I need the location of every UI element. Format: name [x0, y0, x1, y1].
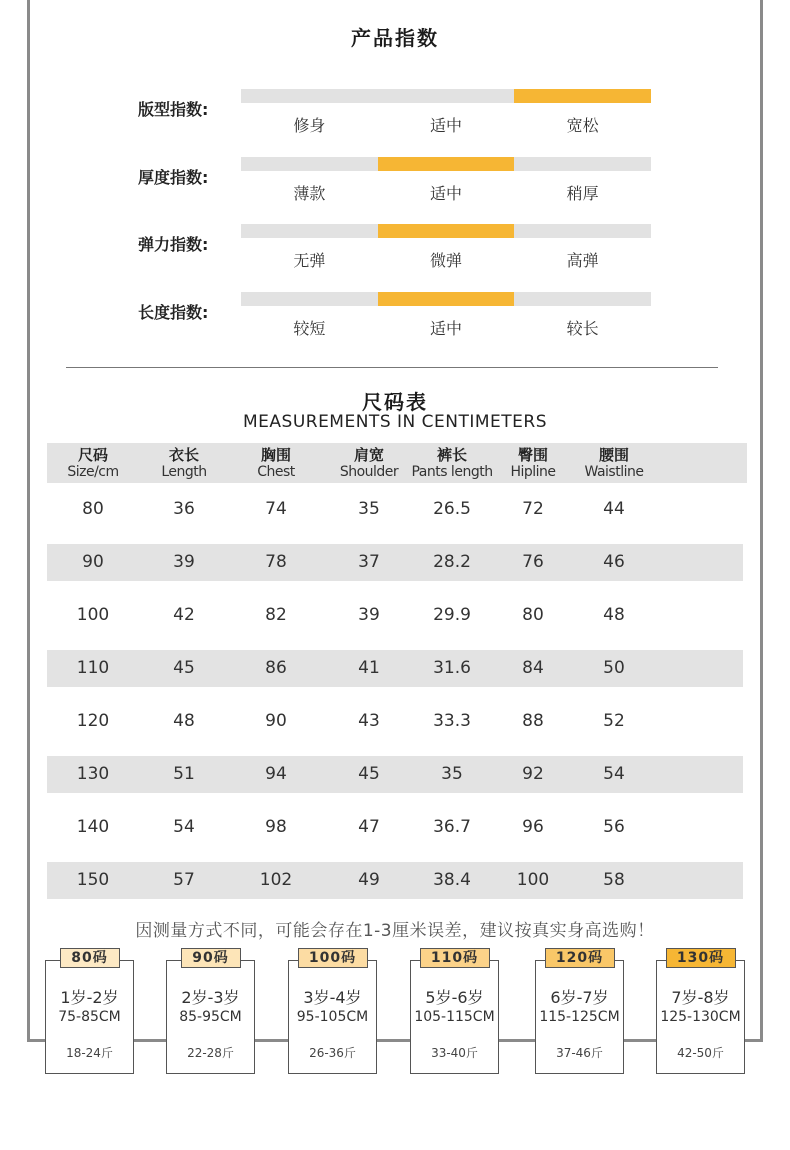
- table-cell: 43: [358, 711, 380, 731]
- table-cell: 130: [76, 764, 110, 784]
- table-cell: 110: [76, 658, 110, 678]
- column-header: [564, 447, 664, 481]
- size-card-height: 95-105CM: [296, 1009, 369, 1025]
- index-bar: [241, 157, 651, 171]
- index-bar-segment: [514, 224, 651, 238]
- size-card: [656, 960, 745, 1074]
- index-bar-segment: [378, 89, 515, 103]
- size-card-tag: 80码: [60, 948, 120, 968]
- index-option-labels: [241, 113, 651, 136]
- table-row: [47, 703, 743, 740]
- index-option-label: 稍厚: [566, 184, 599, 203]
- table-cell: 98: [265, 817, 287, 837]
- index-option-label: 适中: [430, 184, 463, 203]
- size-card-age: 3岁-4岁: [303, 988, 362, 1007]
- table-cell: 80: [82, 499, 104, 519]
- table-cell: 96: [522, 817, 544, 837]
- index-option-label: 宽松: [566, 116, 599, 135]
- table-cell: 58: [603, 870, 625, 890]
- size-card: [166, 960, 255, 1074]
- table-cell: 31.6: [433, 658, 471, 678]
- size-chart-subtitle: MEASUREMENTS IN CENTIMETERS: [242, 412, 548, 432]
- index-label: 版型指数:: [138, 100, 209, 119]
- table-cell: 100: [516, 870, 550, 890]
- table-cell: 90: [82, 552, 104, 572]
- table-cell: 54: [173, 817, 195, 837]
- table-cell: 88: [522, 711, 544, 731]
- index-bar-segment: [514, 157, 651, 171]
- column-header-en: Waistline: [584, 464, 644, 480]
- table-row: [47, 809, 743, 846]
- table-row: [47, 650, 743, 687]
- index-option-label: 适中: [430, 319, 463, 338]
- index-option-label: 薄款: [293, 184, 326, 203]
- index-bar-segment-active: [378, 157, 515, 171]
- size-card-weight: 37-46斤: [556, 1046, 603, 1060]
- table-cell: 50: [603, 658, 625, 678]
- table-cell: 35: [358, 499, 380, 519]
- size-card-weight: 42-50斤: [677, 1046, 724, 1060]
- index-label: 长度指数:: [138, 303, 209, 322]
- table-cell: 100: [76, 605, 110, 625]
- size-card-height: 75-85CM: [58, 1009, 121, 1025]
- table-row: [47, 756, 743, 793]
- index-label: 弹力指数:: [138, 235, 209, 254]
- table-cell: 78: [265, 552, 287, 572]
- index-bar: [241, 224, 651, 238]
- size-card-height: 125-130CM: [660, 1009, 741, 1025]
- index-option-label: 适中: [430, 116, 463, 135]
- table-row: [47, 491, 743, 528]
- table-cell: 45: [173, 658, 195, 678]
- table-cell: 57: [173, 870, 195, 890]
- table-cell: 39: [358, 605, 380, 625]
- table-cell: 41: [358, 658, 380, 678]
- table-cell: 36: [173, 499, 195, 519]
- table-cell: 33.3: [433, 711, 471, 731]
- size-card-weight: 26-36斤: [309, 1046, 356, 1060]
- size-card-tag: 90码: [181, 948, 241, 968]
- index-option-labels: [241, 316, 651, 339]
- size-card-weight: 33-40斤: [431, 1046, 478, 1060]
- table-cell: 48: [173, 711, 195, 731]
- size-table-header: [47, 443, 747, 483]
- table-cell: 102: [259, 870, 293, 890]
- size-card-age: 7岁-8岁: [671, 988, 730, 1007]
- index-bar: [241, 89, 651, 103]
- size-card-age: 2岁-3岁: [181, 988, 240, 1007]
- table-cell: 48: [603, 605, 625, 625]
- size-card: [45, 960, 134, 1074]
- index-option-label: 较短: [293, 319, 326, 338]
- size-card-height: 105-115CM: [414, 1009, 495, 1025]
- column-header-zh: 胸围: [260, 446, 291, 464]
- table-cell: 28.2: [433, 552, 471, 572]
- table-cell: 45: [358, 764, 380, 784]
- table-cell: 52: [603, 711, 625, 731]
- index-bar-segment: [241, 89, 378, 103]
- table-cell: 90: [265, 711, 287, 731]
- column-header-en: Length: [161, 464, 207, 480]
- size-chart-title: 尺码表: [362, 390, 428, 414]
- column-header-zh: 臀围: [517, 446, 548, 464]
- index-label: 厚度指数:: [138, 168, 209, 187]
- table-cell: 94: [265, 764, 287, 784]
- index-bar-segment-active: [514, 89, 651, 103]
- size-card-age: 1岁-2岁: [60, 988, 119, 1007]
- table-cell: 140: [76, 817, 110, 837]
- table-cell: 26.5: [433, 499, 471, 519]
- index-bar-segment: [514, 292, 651, 306]
- index-option-label: 无弹: [293, 251, 326, 270]
- table-cell: 56: [603, 817, 625, 837]
- index-bar: [241, 292, 651, 306]
- table-cell: 84: [522, 658, 544, 678]
- table-cell: 42: [173, 605, 195, 625]
- index-option-labels: [241, 181, 651, 204]
- index-option-label: 高弹: [566, 251, 599, 270]
- size-card-age: 5岁-6岁: [425, 988, 484, 1007]
- table-cell: 54: [603, 764, 625, 784]
- index-bar-segment: [241, 157, 378, 171]
- index-option-labels: [241, 248, 651, 271]
- table-cell: 120: [76, 711, 110, 731]
- index-bar-segment: [241, 292, 378, 306]
- column-header-zh: 衣长: [168, 446, 199, 464]
- size-card: [288, 960, 377, 1074]
- size-card-weight: 22-28斤: [187, 1046, 234, 1060]
- size-card-tag: 110码: [420, 948, 490, 968]
- table-row: [47, 544, 743, 581]
- size-card-age: 6岁-7岁: [550, 988, 609, 1007]
- size-card-height: 85-95CM: [179, 1009, 242, 1025]
- column-header-zh: 腰围: [598, 446, 629, 464]
- table-cell: 36.7: [433, 817, 471, 837]
- table-cell: 82: [265, 605, 287, 625]
- column-header-en: Hipline: [510, 464, 556, 480]
- size-card: [535, 960, 624, 1074]
- table-cell: 49: [358, 870, 380, 890]
- table-cell: 80: [522, 605, 544, 625]
- table-cell: 35: [441, 764, 463, 784]
- index-option-label: 修身: [293, 116, 326, 135]
- size-card-tag: 130码: [666, 948, 736, 968]
- index-option-label: 微弹: [430, 251, 463, 270]
- table-cell: 150: [76, 870, 110, 890]
- index-bar-segment: [241, 224, 378, 238]
- column-header-zh: 肩宽: [353, 446, 384, 464]
- table-cell: 44: [603, 499, 625, 519]
- column-header: [43, 447, 143, 481]
- table-row: [47, 862, 743, 899]
- size-card-tag: 120码: [545, 948, 615, 968]
- column-header-en: Pants length: [411, 464, 493, 480]
- table-cell: 76: [522, 552, 544, 572]
- table-cell: 72: [522, 499, 544, 519]
- table-cell: 74: [265, 499, 287, 519]
- column-header-en: Shoulder: [339, 464, 399, 480]
- table-cell: 86: [265, 658, 287, 678]
- table-cell: 47: [358, 817, 380, 837]
- size-card-height: 115-125CM: [539, 1009, 620, 1025]
- size-card-weight: 18-24斤: [66, 1046, 113, 1060]
- table-cell: 39: [173, 552, 195, 572]
- index-option-label: 较长: [566, 319, 599, 338]
- table-cell: 92: [522, 764, 544, 784]
- column-header-en: Chest: [257, 464, 295, 480]
- table-row: [47, 597, 743, 634]
- index-bar-segment-active: [378, 224, 515, 238]
- section-divider: [66, 367, 718, 368]
- table-cell: 29.9: [433, 605, 471, 625]
- size-card: [410, 960, 499, 1074]
- table-cell: 37: [358, 552, 380, 572]
- column-header-zh: 裤长: [436, 446, 467, 464]
- measurement-note: 因测量方式不同，可能会存在1-3厘米误差，建议按真实身高选购！: [135, 921, 655, 941]
- page-title: 产品指数: [351, 26, 439, 50]
- column-header: [134, 447, 234, 481]
- table-cell: 51: [173, 764, 195, 784]
- column-header: [226, 447, 326, 481]
- size-card-tag: 100码: [298, 948, 368, 968]
- table-cell: 38.4: [433, 870, 471, 890]
- index-bar-segment-active: [378, 292, 515, 306]
- column-header-en: Size/cm: [67, 464, 119, 480]
- table-cell: 46: [603, 552, 625, 572]
- column-header-zh: 尺码: [77, 446, 108, 464]
